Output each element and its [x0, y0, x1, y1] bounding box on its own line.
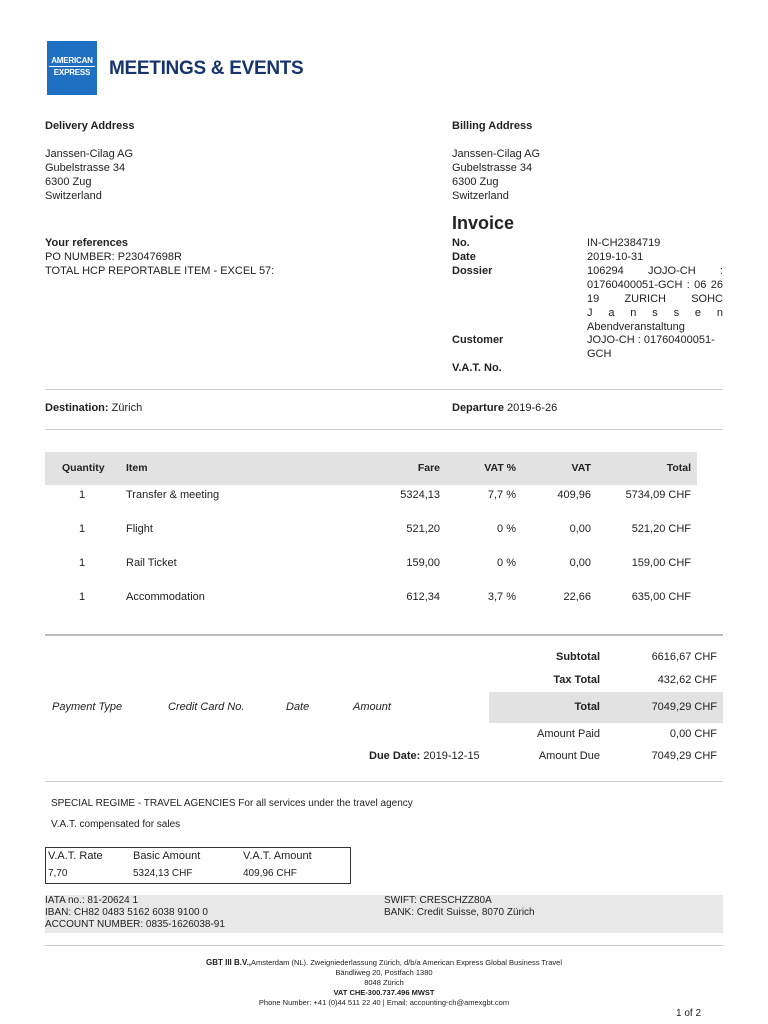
footer-company: GBT III B.V.,Amsterdam (NL). Zweigniederlassung Zürich, d/b/a American Express Global Business Travel	[205, 958, 562, 967]
due-date: Due Date: 2019-12-15	[369, 750, 480, 762]
col-quantity: Quantity	[62, 462, 105, 474]
invoice-title: Invoice	[452, 213, 515, 233]
amount-paid-value: 0,00 CHF	[669, 728, 717, 740]
footer-contact: Phone Number: +41 (0)44 511 22 40 | Email: accounting-ch@amexgbt.com	[258, 998, 510, 1007]
footer-vat: VAT CHE-300.737.496 MWST	[333, 988, 435, 997]
departure: Departure 2019-6-26	[452, 402, 558, 414]
total-value: 7049,29 CHF	[651, 701, 717, 713]
payment-amount-label: Amount	[353, 701, 391, 713]
col-vat: VAT	[571, 462, 591, 474]
invoice-meta-values	[587, 236, 660, 264]
items-table-header	[45, 452, 697, 485]
footer-line: Bändliweg 20, Postfach 1380	[335, 968, 433, 977]
divider	[45, 945, 723, 946]
billing-heading: Billing Address	[452, 120, 533, 132]
dossier-line: 19 ZURICH SOHC	[587, 293, 723, 305]
divider	[45, 429, 723, 430]
dossier-line: Abendveranstaltung	[587, 321, 685, 333]
billing-address: Janssen-Cilag AG Gubelstrasse 34 6300 Zug Switzerland	[452, 148, 541, 202]
subtotal-value: 6616,67 CHF	[651, 651, 717, 663]
page-number: 1 of 2	[676, 1008, 702, 1019]
customer-value: JOJO-CH : 01760400051- GCH	[587, 334, 715, 360]
dossier-line: J a n s s e n	[587, 307, 723, 319]
table-row: 1 Flight 521,20 0 % 0,00 521,20 CHF	[79, 523, 691, 535]
table-row: 1 Accommodation 612,34 3,7 % 22,66 635,00 CHF	[79, 591, 691, 603]
invoice-date: 2019-10-31	[587, 251, 644, 263]
amount-due-label: Amount Due	[538, 750, 600, 762]
tax-total-value: 432,62 CHF	[657, 674, 717, 686]
table-row: 1 Transfer & meeting 5324,13 7,7 % 409,96 5734,09 CHF	[79, 489, 691, 501]
tax-total-label: Tax Total	[553, 674, 600, 686]
credit-card-label: Credit Card No.	[168, 701, 245, 713]
divider	[45, 389, 723, 390]
payment-type-label: Payment Type	[52, 701, 123, 713]
delivery-address: Janssen-Cilag AG Gubelstrasse 34 6300 Zug Switzerland	[45, 148, 134, 202]
col-item: Item	[126, 462, 148, 474]
invoice-meta-labels: No. Date Dossier	[452, 237, 493, 277]
vat-no-label: V.A.T. No.	[452, 362, 502, 374]
references: Your references PO NUMBER: P23047698R TOTAL HCP REPORTABLE ITEM - EXCEL 57:	[45, 237, 275, 277]
amount-due-value: 7049,29 CHF	[651, 750, 717, 762]
vat-table: V.A.T. Rate Basic Amount V.A.T. Amount 7,70 5324,13 CHF 409,96 CHF	[45, 847, 351, 884]
divider	[45, 634, 723, 636]
dossier-line: 106294 JOJO-CH :	[587, 265, 723, 277]
payment-date-label: Date	[286, 701, 310, 713]
subtotal-label: Subtotal	[556, 651, 600, 663]
amex-logo: AMERICAN EXPRESS	[47, 41, 97, 95]
brand-title: MEETINGS & EVENTS	[109, 58, 304, 79]
bank-info: IATA no.: 81-20624 1 IBAN: CH82 0483 5162 6038 9100 0 ACCOUNT NUMBER: 0835-1626038-91 SWIFT: CRESCHZZ80A BANK: Credit Suisse, 8070 Zürich	[45, 895, 723, 933]
regime-line: SPECIAL REGIME - TRAVEL AGENCIES For all services under the travel agency	[51, 798, 413, 809]
total-label: Total	[574, 701, 600, 713]
divider	[45, 781, 723, 782]
destination: Destination: Zürich	[45, 402, 143, 414]
regime-line: V.A.T. compensated for sales	[51, 819, 181, 830]
invoice-number: IN-CH2384719	[587, 237, 661, 249]
amount-paid-label: Amount Paid	[537, 728, 600, 740]
delivery-heading: Delivery Address	[45, 120, 135, 132]
footer-line: 8048 Zürich	[364, 978, 404, 987]
dossier-line: 01760400051-GCH : 06 26	[587, 279, 723, 291]
col-fare: Fare	[417, 462, 440, 474]
table-row: 1 Rail Ticket 159,00 0 % 0,00 159,00 CHF	[79, 557, 691, 569]
col-vat-percent: VAT %	[484, 462, 516, 474]
customer-label: Customer	[452, 334, 504, 346]
col-total: Total	[666, 462, 691, 474]
